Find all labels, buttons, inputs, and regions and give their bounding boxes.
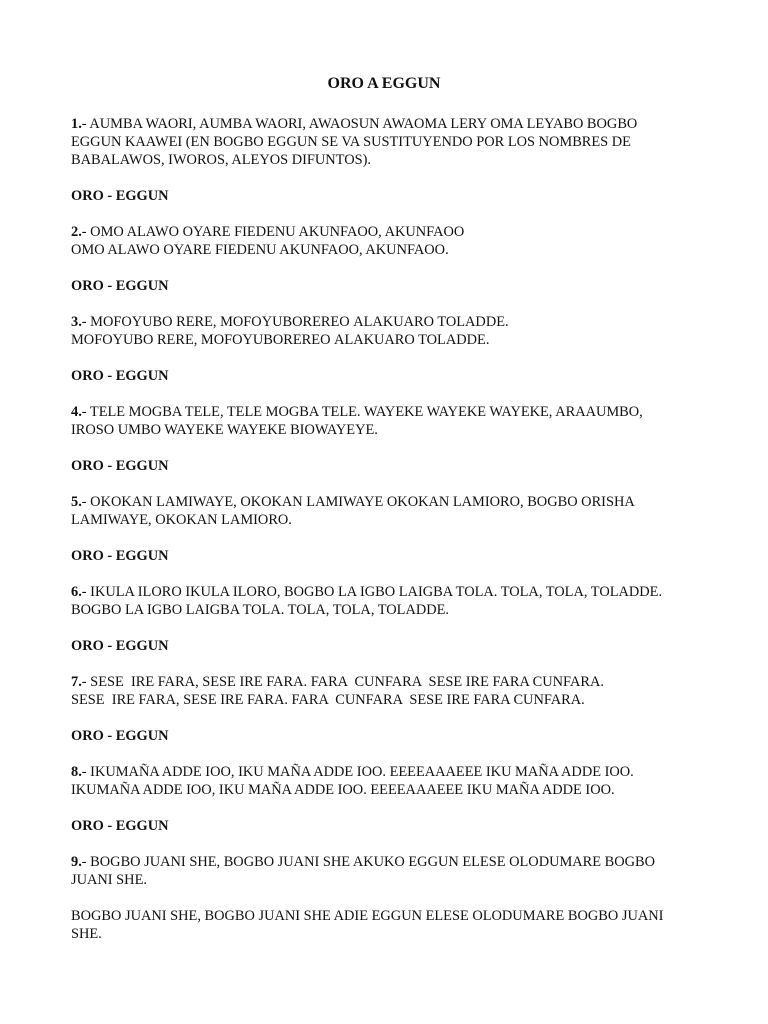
verse-number: 3. <box>71 314 82 330</box>
verse-text: - OMO ALAWO OYARE FIEDENU AKUNFAOO, AKUNFAOO OMO ALAWO OYARE FIEDENU AKUNFAOO, AKUNFAOO. <box>71 224 465 258</box>
refrain: ORO - EGGUN <box>71 548 169 564</box>
refrain: ORO - EGGUN <box>71 818 169 834</box>
verse-5 <box>71 493 701 529</box>
verse-2 <box>71 223 701 259</box>
verse-number: 6. <box>71 584 82 600</box>
refrain: ORO - EGGUN <box>71 278 169 294</box>
verse-number: 8. <box>71 764 82 780</box>
verse-number: 1. <box>71 116 82 132</box>
verse-text: - IKULA ILORO IKULA ILORO, BOGBO LA IGBO LAIGBA TOLA. TOLA, TOLA, TOLADDE. BOGBO LA IGBO LAIGBA TOLA. TOLA, TOLA, TOLADDE. <box>71 584 663 618</box>
verse-text: - IKUMAÑA ADDE IOO, IKU MAÑA ADDE IOO. EEEEAAAEEE IKU MAÑA ADDE IOO. IKUMAÑA ADDE IOO, IKU MAÑA ADDE IOO. EEEEAAAEEE IKU MAÑA ADDE IOO. <box>71 764 634 798</box>
verse-text: - AUMBA WAORI, AUMBA WAORI, AWAOSUN AWAOMA LERY OMA LEYABO BOGBO EGGUN KAAWEI (EN BOGBO EGGUN SE VA SUSTITUYENDO POR LOS NOMBRES DE BABALAWOS, IWOROS, ALEYOS DIFUNTOS). <box>71 116 638 168</box>
verse-4 <box>71 403 701 439</box>
verse-text: - BOGBO JUANI SHE, BOGBO JUANI SHE AKUKO EGGUN ELESE OLODUMARE BOGBO JUANI SHE. <box>71 854 656 888</box>
refrain: ORO - EGGUN <box>71 368 169 384</box>
document-body <box>71 115 701 943</box>
verse-8 <box>71 763 701 799</box>
refrain: ORO - EGGUN <box>71 188 169 204</box>
verse-number: 7. <box>71 674 82 690</box>
verse-1 <box>71 115 701 169</box>
verse-number: 9. <box>71 854 82 870</box>
verse-3 <box>71 313 701 349</box>
document-title: ORO A EGGUN <box>327 75 441 92</box>
refrain: ORO - EGGUN <box>71 638 169 654</box>
verse-number: 2. <box>71 224 82 240</box>
verse-7 <box>71 673 701 709</box>
verse-6 <box>71 583 701 619</box>
verse-number: 5. <box>71 494 82 510</box>
verse-text: - TELE MOGBA TELE, TELE MOGBA TELE. WAYEKE WAYEKE WAYEKE, ARAAUMBO, IROSO UMBO WAYEKE WAYEKE BIOWAYEYE. <box>71 404 643 438</box>
refrain: ORO - EGGUN <box>71 458 169 474</box>
verse-text: - OKOKAN LAMIWAYE, OKOKAN LAMIWAYE OKOKAN LAMIORO, BOGBO ORISHA LAMIWAYE, OKOKAN LAMIORO. <box>71 494 635 528</box>
verse-number: 4. <box>71 404 82 420</box>
verse-text: - SESE IRE FARA, SESE IRE FARA. FARA CUNFARA SESE IRE FARA CUNFARA. SESE IRE FARA, SESE IRE FARA. FARA CUNFARA SESE IRE FARA CUNFARA. <box>71 674 604 708</box>
verse-9 <box>71 853 701 889</box>
verse-text: - MOFOYUBO RERE, MOFOYUBORERЕО ALAKUARO TOLADDE. MOFOYUBO RERE, MOFOYUBORERЕО ALAKUARO TOLADDE. <box>71 314 509 348</box>
closing-paragraph: BOGBO JUANI SHE, BOGBO JUANI SHE ADIE EGGUN ELESE OLODUMARE BOGBO JUANI SHE. <box>71 908 664 942</box>
refrain: ORO - EGGUN <box>71 728 169 744</box>
